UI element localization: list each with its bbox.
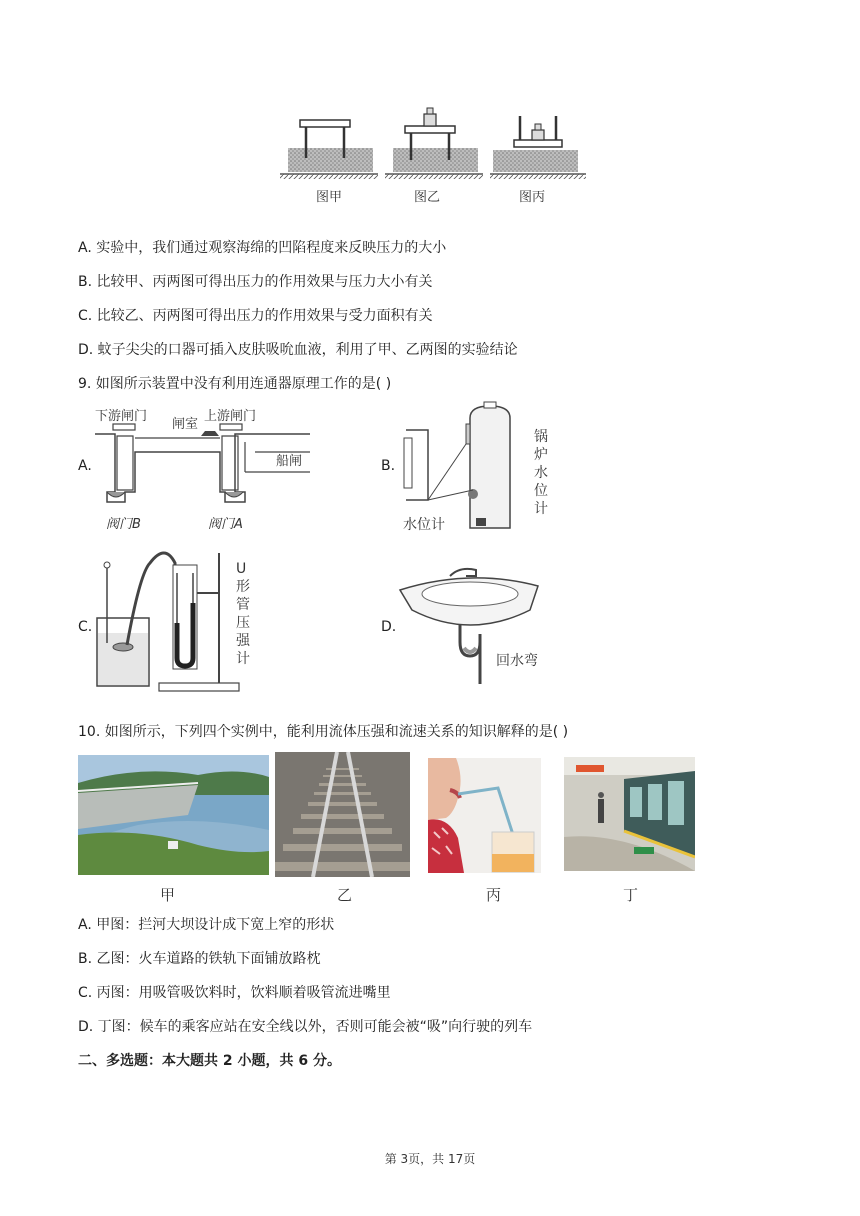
railway-photo (275, 752, 410, 877)
q9-stem: 9. 如图所示装置中没有利用连通器原理工作的是( ) (78, 376, 392, 392)
ship-lock-label-chamber: 闸室 (172, 417, 199, 432)
manometer-label-char-5: 强 (236, 633, 250, 649)
water-gauge-label: 水位计 (403, 517, 445, 533)
boiler-label-char-4: 位 (534, 483, 548, 499)
figure-yi (385, 108, 483, 179)
ship-lock-label-upstream-gate: 上游闸门 (204, 409, 257, 424)
boiler-label-char-2: 炉 (534, 447, 548, 463)
figure-jia (280, 120, 378, 179)
q8-option-a: A. 实验中，我们通过观察海绵的凹陷程度来反映压力的大小 (78, 240, 447, 256)
dam-photo (78, 755, 269, 875)
q9-d-letter: D. (381, 619, 397, 635)
q8-option-c: C. 比较乙、丙两图可得出压力的作用效果与受力面积有关 (78, 308, 433, 324)
q10-option-a: A. 甲图：拦河大坝设计成下宽上窄的形状 (78, 917, 335, 933)
figure-label-bing: 图丙 (519, 190, 546, 205)
u-tube-manometer-figure (95, 543, 245, 693)
manometer-label-char-2: 形 (236, 579, 250, 595)
q8-option-d: D. 蚊子尖尖的口器可插入皮肤吸吮血液，利用了甲、乙两图的实验结论 (78, 342, 518, 358)
page-footer: 第 3页，共 17页 (384, 1152, 476, 1166)
ship-lock-label-valve-b: 阀门B (106, 517, 141, 532)
boiler-label-char-1: 锅 (534, 429, 548, 445)
section-heading: 二、多选题：本大题共 2 小题，共 6 分。 (78, 1053, 341, 1069)
caption-yi: 乙 (337, 886, 353, 904)
caption-bing: 丙 (486, 886, 502, 904)
manometer-label-char-1: U (236, 561, 247, 577)
subway-platform-photo (564, 757, 695, 871)
manometer-label-char-4: 压 (236, 615, 250, 631)
manometer-label-char-6: 计 (236, 651, 250, 667)
ship-lock-label-downstream-gate: 下游闸门 (95, 409, 148, 424)
figure-label-jia: 图甲 (316, 190, 343, 205)
ship-lock-label-lock: 船闸 (276, 454, 303, 469)
straw-drink-photo (428, 758, 541, 873)
boiler-label-char-3: 水 (534, 465, 548, 481)
q10-stem: 10. 如图所示，下列四个实例中，能利用流体压强和流速关系的知识解释的是( ) (78, 724, 569, 740)
q9-a-letter: A. (78, 458, 92, 474)
q10-option-b: B. 乙图：火车道路的铁轨下面铺放路枕 (78, 951, 321, 967)
q10-option-d: D. 丁图：候车的乘客应站在安全线以外，否则可能会被“吸”向行驶的列车 (78, 1019, 533, 1035)
sink-trap-figure (398, 560, 543, 690)
sink-trap-label: 回水弯 (496, 653, 538, 669)
q9-b-letter: B. (381, 458, 396, 474)
q8-option-b: B. 比较甲、丙两图可得出压力的作用效果与压力大小有关 (78, 274, 433, 290)
caption-ding: 丁 (623, 886, 639, 904)
caption-jia: 甲 (160, 886, 176, 904)
boiler-label-char-5: 计 (534, 501, 548, 517)
figure-bing (490, 116, 586, 179)
ship-lock-label-valve-a: 阀门A (208, 517, 243, 532)
figure-label-yi: 图乙 (414, 190, 441, 205)
manometer-label-char-3: 管 (236, 597, 250, 613)
q9-c-letter: C. (78, 619, 93, 635)
q10-option-c: C. 丙图：用吸管吸饮料时，饮料顺着吸管流进嘴里 (78, 985, 391, 1001)
